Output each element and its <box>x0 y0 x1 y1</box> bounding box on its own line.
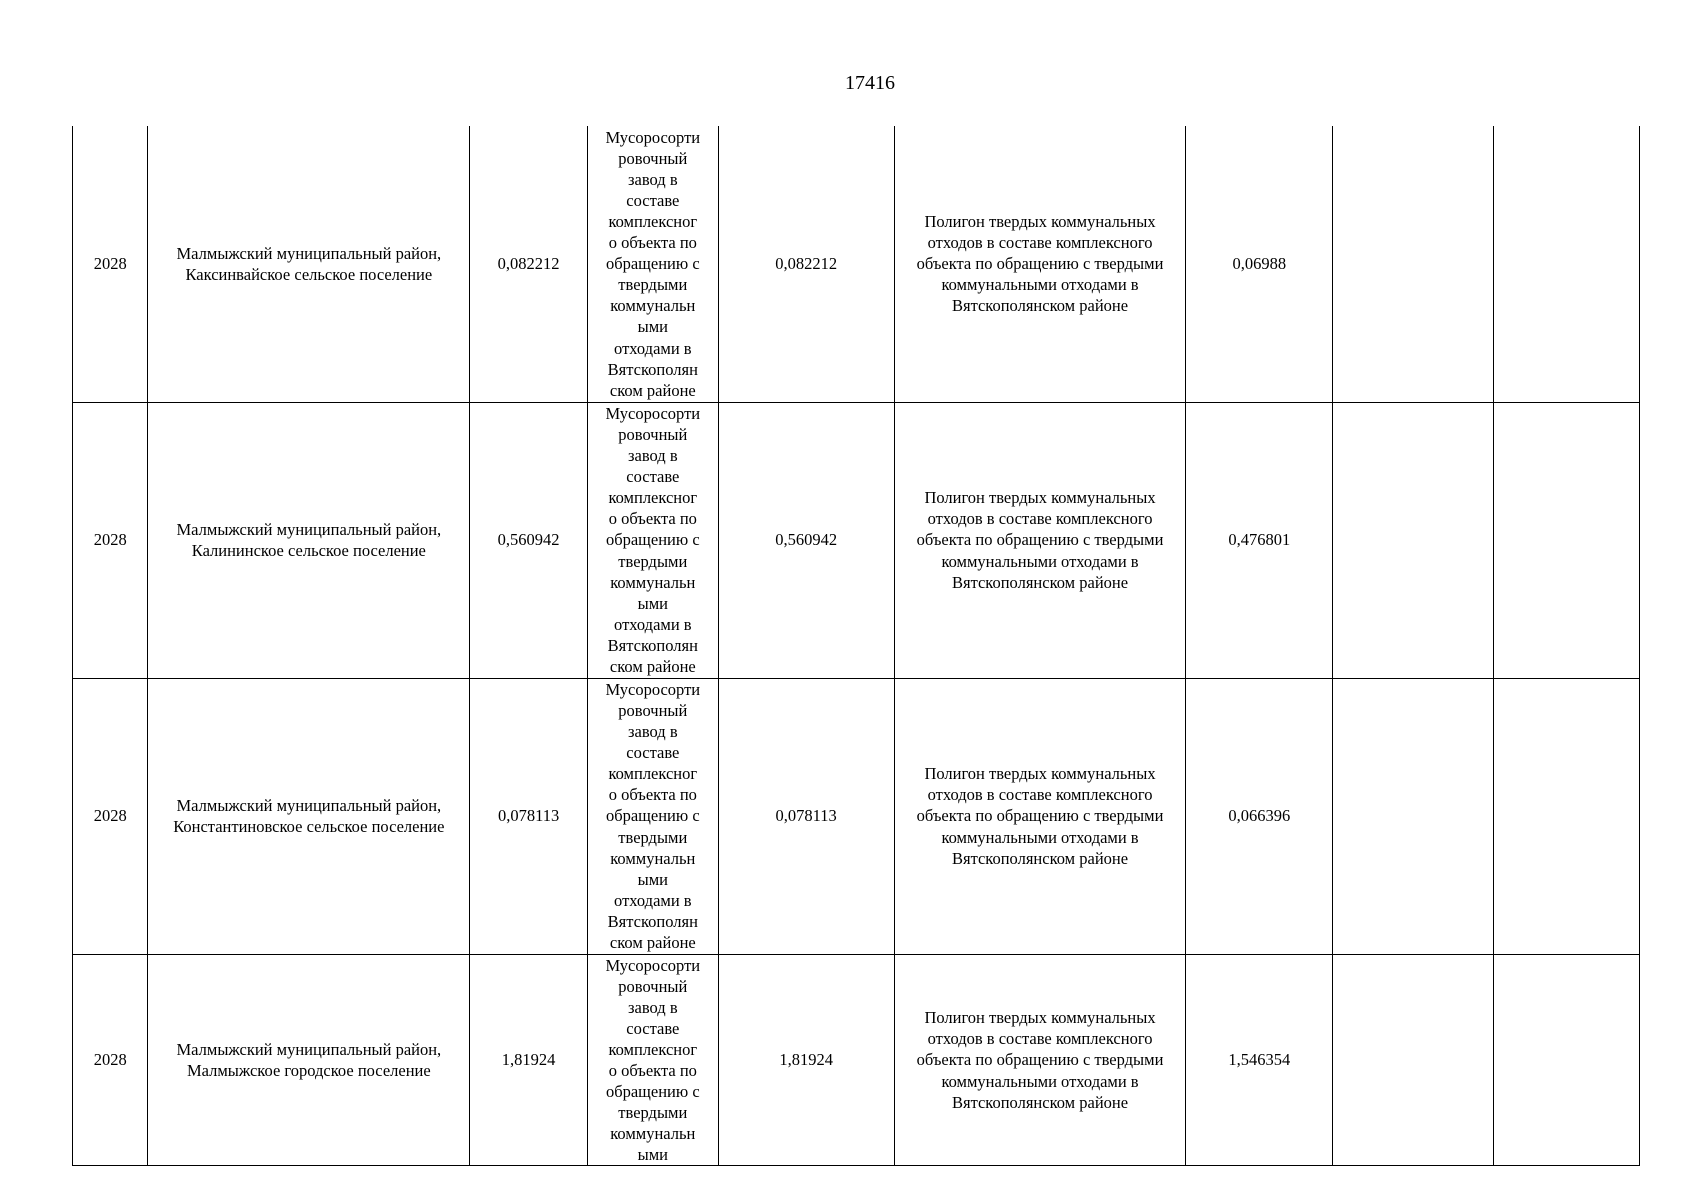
municipality-cell: Малмыжский муниципальный район, Каксинвайское сельское поселение <box>148 126 470 402</box>
facility-line: обращению с <box>605 254 700 274</box>
facility-line: о объекта по <box>608 1060 697 1080</box>
volume-cell: 0,082212 <box>470 126 588 402</box>
facility-line: Мусоросорти <box>605 127 701 147</box>
table-row <box>73 126 1640 402</box>
facility-line: отходами в <box>614 338 692 358</box>
landfill-volume-cell: 0,476801 <box>1186 402 1333 678</box>
table-row <box>73 678 1640 954</box>
landfill-volume-cell: 0,066396 <box>1186 678 1333 954</box>
landfill-volume-cell: 1,546354 <box>1186 954 1333 1166</box>
landfill-cell: Полигон твердых коммунальных отходов в составе комплексного объекта по обращению с твердыми коммунальными отходами в Вятскополянском районе <box>894 678 1186 954</box>
facility-line: комплексног <box>608 212 698 232</box>
transferred-volume-cell: 0,078113 <box>718 678 894 954</box>
table-row <box>73 954 1640 1166</box>
facility-line: Мусоросорти <box>605 403 701 423</box>
facility-line: Мусоросорти <box>605 679 701 699</box>
facility-line: ровочный <box>618 148 688 168</box>
facility-line: Вятскополян <box>607 911 698 931</box>
facility-line: Вятскополян <box>607 635 698 655</box>
facility-line: завод в <box>628 169 678 189</box>
facility-line: твердыми <box>618 551 688 571</box>
facility-cell <box>587 678 718 954</box>
facility-line: обращению с <box>605 806 700 826</box>
facility-line: завод в <box>628 722 678 742</box>
year-cell: 2028 <box>73 126 148 402</box>
year-cell: 2028 <box>73 678 148 954</box>
facility-line: обращению с <box>605 1082 700 1102</box>
landfill-cell: Полигон твердых коммунальных отходов в составе комплексного объекта по обращению с твердыми коммунальными отходами в Вятскополянском районе <box>894 402 1186 678</box>
transferred-volume-cell: 0,560942 <box>718 402 894 678</box>
facility-line: ровочный <box>618 700 688 720</box>
facility-cell <box>587 402 718 678</box>
municipality-cell: Малмыжский муниципальный район, Калининское сельское поселение <box>148 402 470 678</box>
facility-line: ыми <box>637 317 668 337</box>
facility-line: коммунальн <box>610 572 696 592</box>
facility-line: ровочный <box>618 424 688 444</box>
facility-line: ыми <box>637 869 668 889</box>
facility-line: Вятскополян <box>607 359 698 379</box>
empty-cell <box>1333 954 1494 1166</box>
waste-flow-table <box>72 126 1640 1166</box>
facility-line: о объекта по <box>608 785 697 805</box>
facility-line: твердыми <box>618 827 688 847</box>
empty-cell <box>1494 402 1640 678</box>
landfill-cell: Полигон твердых коммунальных отходов в составе комплексного объекта по обращению с твердыми коммунальными отходами в Вятскополянском районе <box>894 126 1186 402</box>
facility-line: твердыми <box>618 275 688 295</box>
facility-line: составе <box>626 743 680 763</box>
facility-line: завод в <box>628 446 678 466</box>
facility-line: комплексног <box>608 488 698 508</box>
table-row <box>73 402 1640 678</box>
municipality-cell: Малмыжский муниципальный район, Малмыжское городское поселение <box>148 954 470 1166</box>
landfill-volume-cell: 0,06988 <box>1186 126 1333 402</box>
table-body <box>73 126 1640 1166</box>
facility-cell <box>587 126 718 402</box>
volume-cell: 1,81924 <box>470 954 588 1166</box>
facility-cell <box>587 954 718 1166</box>
facility-line: отходами в <box>614 614 692 634</box>
year-cell: 2028 <box>73 402 148 678</box>
facility-line: ровочный <box>618 976 688 996</box>
municipality-cell: Малмыжский муниципальный район, Константиновское сельское поселение <box>148 678 470 954</box>
facility-line: Мусоросорти <box>605 955 701 975</box>
facility-line: коммунальн <box>610 1124 696 1144</box>
transferred-volume-cell: 1,81924 <box>718 954 894 1166</box>
facility-line: ском районе <box>609 380 696 400</box>
empty-cell <box>1494 678 1640 954</box>
facility-line: составе <box>626 1018 680 1038</box>
facility-line: ском районе <box>609 933 696 953</box>
facility-line: комплексног <box>608 1039 698 1059</box>
empty-cell <box>1494 954 1640 1166</box>
facility-line: ыми <box>637 1145 668 1165</box>
year-cell: 2028 <box>73 954 148 1166</box>
empty-cell <box>1333 402 1494 678</box>
facility-line: составе <box>626 467 680 487</box>
facility-line: коммунальн <box>610 848 696 868</box>
facility-line: составе <box>626 190 680 210</box>
facility-line: о объекта по <box>608 509 697 529</box>
transferred-volume-cell: 0,082212 <box>718 126 894 402</box>
volume-cell: 0,560942 <box>470 402 588 678</box>
facility-line: о объекта по <box>608 233 697 253</box>
facility-line: коммунальн <box>610 296 696 316</box>
landfill-cell: Полигон твердых коммунальных отходов в составе комплексного объекта по обращению с твердыми коммунальными отходами в Вятскополянском районе <box>894 954 1186 1166</box>
empty-cell <box>1494 126 1640 402</box>
empty-cell <box>1333 126 1494 402</box>
facility-line: твердыми <box>618 1103 688 1123</box>
facility-line: ыми <box>637 593 668 613</box>
volume-cell: 0,078113 <box>470 678 588 954</box>
facility-line: отходами в <box>614 890 692 910</box>
page-number: 17416 <box>845 72 895 94</box>
facility-line: обращению с <box>605 530 700 550</box>
facility-line: комплексног <box>608 764 698 784</box>
empty-cell <box>1333 678 1494 954</box>
facility-line: завод в <box>628 997 678 1017</box>
facility-line: ском районе <box>609 657 696 677</box>
